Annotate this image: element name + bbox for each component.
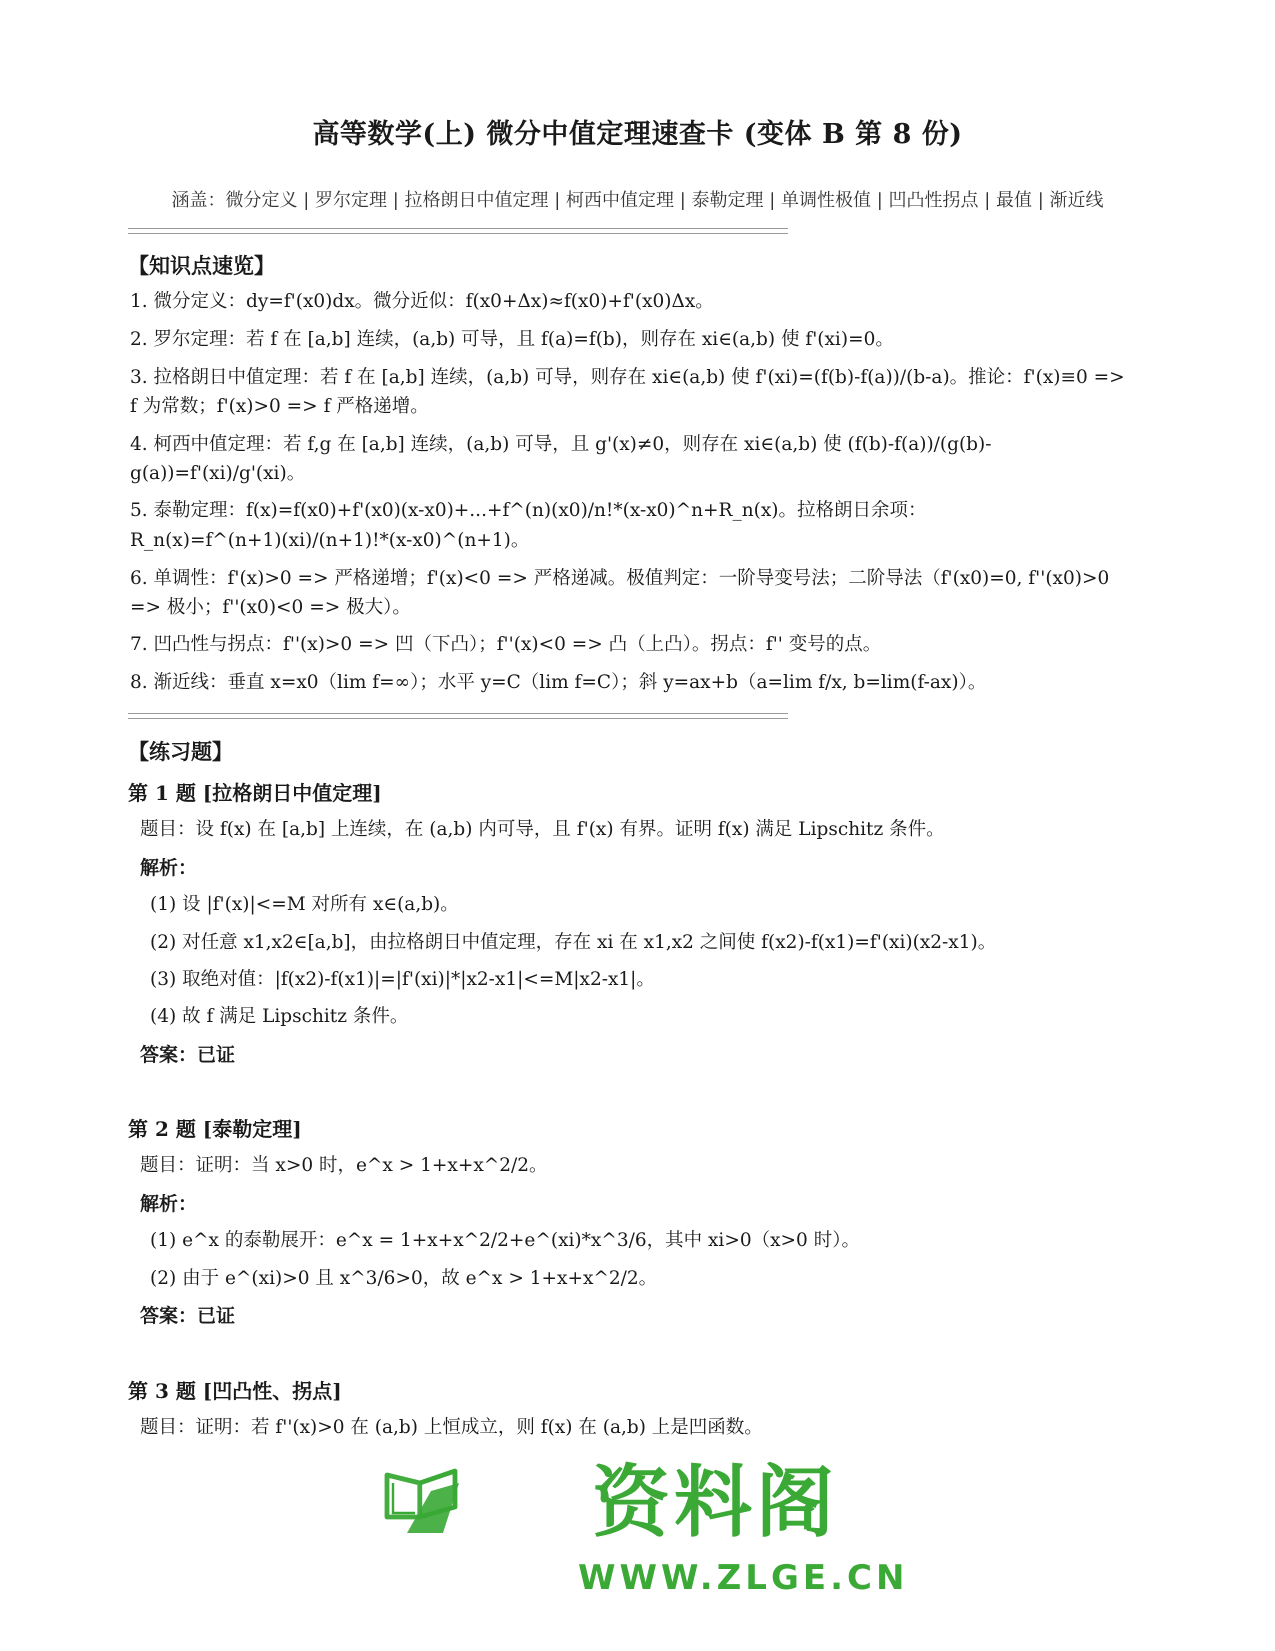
knowledge-item: 8. 渐近线：垂直 x=x0（lim f=∞）；水平 y=C（lim f=C）；斜 y=ax+b（a=lim f/x, b=lim(f-ax)）。 [130,672,987,693]
topic-coverage: 涵盖：微分定义 | 罗尔定理 | 拉格朗日中值定理 | 柯西中值定理 | 泰勒定理 | 单调性极值 | 凹凸性拐点 | 最值 | 渐近线 [171,190,1104,211]
knowledge-item: 6. 单调性：f'(x)>0 => 严格递增；f'(x)<0 => 严格递减。极值判定：一阶导变号法；二阶导法（f'(x0)=0, f''(x0)>0 [130,568,1110,589]
knowledge-item: g(a))=f'(xi)/g'(xi)。 [130,463,306,484]
question-2-step: (2) 由于 e^(xi)>0 且 x^3/6>0，故 e^x > 1+x+x^2/2。 [150,1268,658,1289]
knowledge-item: R_n(x)=f^(n+1)(xi)/(n+1)!*(x-x0)^(n+1)。 [130,530,530,551]
watermark-brand: 资料阁 [592,1458,839,1548]
question-1-step: (2) 对任意 x1,x2∈[a,b]，由拉格朗日中值定理，存在 xi 在 x1,x2 之间使 f(x2)-f(x1)=f'(xi)(x2-x1)。 [150,932,997,953]
knowledge-item: 7. 凹凸性与拐点：f''(x)>0 => 凹（下凸）；f''(x)<0 => 凸（上凸）。拐点：f'' 变号的点。 [130,634,882,655]
page-title: 高等数学(上) 微分中值定理速查卡 (变体 B 第 8 份) [312,119,963,150]
divider [128,713,788,719]
knowledge-item: 1. 微分定义：dy=f'(x0)dx。微分近似：f(x0+Δx)≈f(x0)+f'(x0)Δx。 [130,291,714,312]
question-2-answer: 答案：已证 [140,1305,236,1327]
question-2-body: 题目：证明：当 x>0 时，e^x > 1+x+x^2/2。 [140,1155,548,1176]
question-1-step: (3) 取绝对值：|f(x2)-f(x1)|=|f'(xi)|*|x2-x1|<=M|x2-x1|。 [150,969,655,990]
question-2-step: (1) e^x 的泰勒展开：e^x = 1+x+x^2/2+e^(xi)*x^3/6，其中 xi>0（x>0 时）。 [150,1230,860,1251]
knowledge-item: => 极小；f''(x0)<0 => 极大）。 [130,597,411,618]
knowledge-heading: 【知识点速览】 [128,253,275,278]
question-1-step: (1) 设 |f'(x)|<=M 对所有 x∈(a,b)。 [150,894,459,915]
knowledge-item: 5. 泰勒定理：f(x)=f(x0)+f'(x0)(x-x0)+...+f^(n)(x0)/n!*(x-x0)^n+R_n(x)。拉格朗日余项： [130,500,927,521]
watermark-book-icon [383,1436,583,1566]
question-2-analysis-label: 解析： [140,1193,198,1215]
exercises-heading: 【练习题】 [128,739,233,764]
knowledge-item: 3. 拉格朗日中值定理：若 f 在 [a,b] 连续，(a,b) 可导，则存在 xi∈(a,b) 使 f'(xi)=(f(b)-f(a))/(b-a)。推论：f'(x)≡0 => [130,367,1125,388]
question-1-answer: 答案：已证 [140,1044,236,1066]
question-1-step: (4) 故 f 满足 Lipschitz 条件。 [150,1006,409,1027]
question-1-heading: 第 1 题 [拉格朗日中值定理] [128,781,382,805]
question-1-analysis-label: 解析： [140,857,198,879]
knowledge-item: 4. 柯西中值定理：若 f,g 在 [a,b] 连续，(a,b) 可导，且 g'(x)≠0，则存在 xi∈(a,b) 使 (f(b)-f(a))/(g(b)- [130,434,992,455]
question-3-heading: 第 3 题 [凹凸性、拐点] [128,1379,342,1403]
watermark-url: WWW.ZLGE.CN [578,1558,909,1598]
question-1-body: 题目：设 f(x) 在 [a,b] 上连续，在 (a,b) 内可导，且 f'(x) 有界。证明 f(x) 满足 Lipschitz 条件。 [140,819,945,840]
divider [128,228,788,234]
knowledge-item: 2. 罗尔定理：若 f 在 [a,b] 连续，(a,b) 可导，且 f(a)=f(b)，则存在 xi∈(a,b) 使 f'(xi)=0。 [130,329,894,350]
question-2-heading: 第 2 题 [泰勒定理] [128,1117,302,1141]
knowledge-item: f 为常数；f'(x)>0 => f 严格递增。 [130,396,429,417]
question-3-body: 题目：证明：若 f''(x)>0 在 (a,b) 上恒成立，则 f(x) 在 (a,b) 上是凹函数。 [140,1417,763,1438]
